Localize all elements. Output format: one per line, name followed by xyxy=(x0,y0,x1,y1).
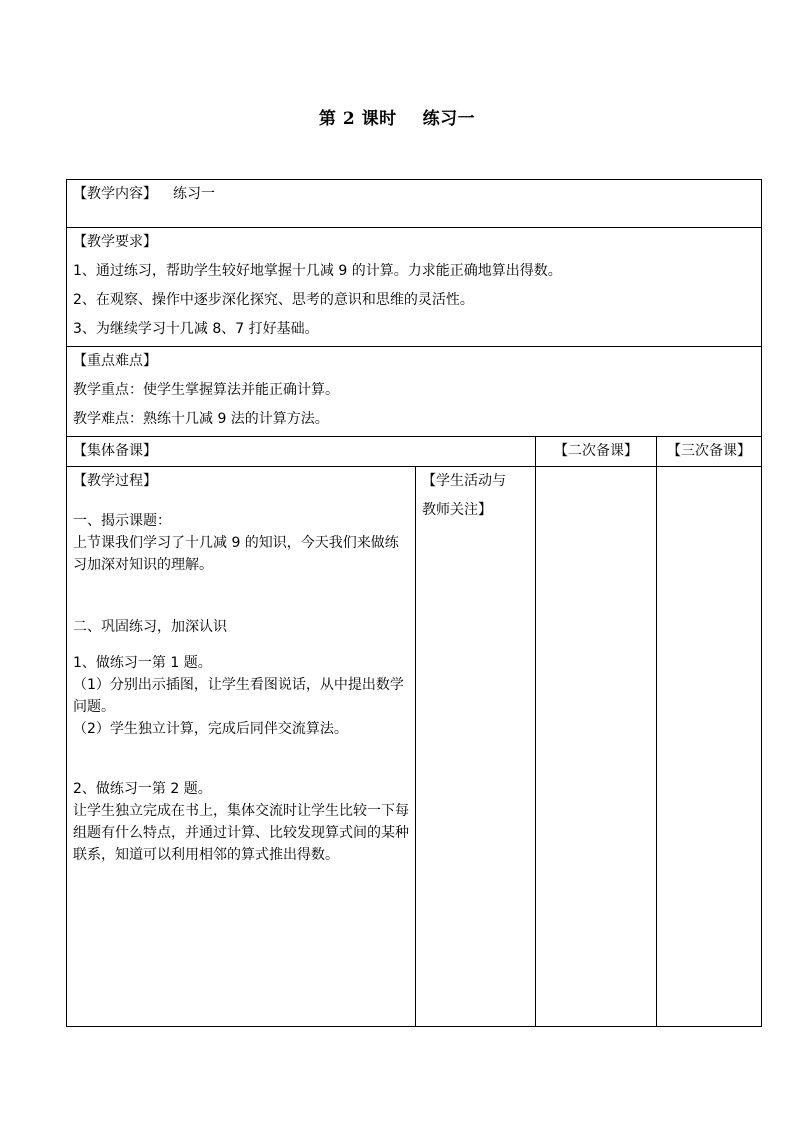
requirements-row xyxy=(67,228,762,347)
group-prep-header: 【集体备课】 xyxy=(67,437,536,467)
requirement-item: 3、为继续学习十几减 8、7 打好基础。 xyxy=(73,321,319,337)
exercise1-step1: （1）分别出示插图，让学生看图说话，从中提出数学问题。 xyxy=(73,677,404,715)
exercise2-title: 2、做练习一第 2 题。 xyxy=(73,781,212,797)
activity-cell xyxy=(416,467,536,1027)
exercise1-step2: （2）学生独立计算，完成后同伴交流算法。 xyxy=(73,721,348,737)
content-cell xyxy=(67,180,762,228)
key-point-difficulty: 教学难点：熟练十几减 9 法的计算方法。 xyxy=(73,411,329,427)
content-label: 【教学内容】 xyxy=(73,186,157,202)
lesson-number: 第 2 课时 xyxy=(318,109,397,129)
process-label: 【教学过程】 xyxy=(73,473,157,489)
process-cell xyxy=(67,467,416,1027)
content-row xyxy=(67,180,762,228)
requirement-item: 2、在观察、操作中逐步深化探究、思考的意识和思维的灵活性。 xyxy=(73,292,474,308)
exercise2-text: 让学生独立完成在书上，集体交流时让学生比较一下每组题有什么特点，并通过计算、比较发现算式间的某种联系，知道可以利用相邻的算式推出得数。 xyxy=(73,803,409,863)
third-prep-cell xyxy=(657,467,762,1027)
key-points-label: 【重点难点】 xyxy=(73,353,157,369)
page-title xyxy=(0,104,794,129)
second-prep-header: 【二次备课】 xyxy=(536,437,657,467)
third-prep-header: 【三次备课】 xyxy=(657,437,762,467)
activity-label-line2: 教师关注】 xyxy=(422,502,492,518)
key-point-focus: 教学重点：使学生掌握算法并能正确计算。 xyxy=(73,382,339,398)
content-value: 练习一 xyxy=(173,186,215,202)
second-prep-cell xyxy=(536,467,657,1027)
activity-label-line1: 【学生活动与 xyxy=(422,473,506,489)
lesson-name: 练习一 xyxy=(422,109,476,129)
section1-title: 一、揭示课题： xyxy=(73,513,171,529)
columns-header-row xyxy=(67,437,762,467)
section2-title: 二、巩固练习，加深认识 xyxy=(73,619,227,635)
requirements-label: 【教学要求】 xyxy=(73,234,157,250)
exercise1-title: 1、做练习一第 1 题。 xyxy=(73,655,212,671)
process-row xyxy=(67,467,762,1027)
key-points-cell xyxy=(67,347,762,437)
section1-text: 上节课我们学习了十几减 9 的知识，今天我们来做练习加深对知识的理解。 xyxy=(73,535,399,573)
key-points-row xyxy=(67,347,762,437)
requirement-item: 1、通过练习，帮助学生较好地掌握十几减 9 的计算。力求能正确地算出得数。 xyxy=(73,263,562,279)
requirements-cell xyxy=(67,228,762,347)
lesson-plan-table xyxy=(66,179,762,1027)
